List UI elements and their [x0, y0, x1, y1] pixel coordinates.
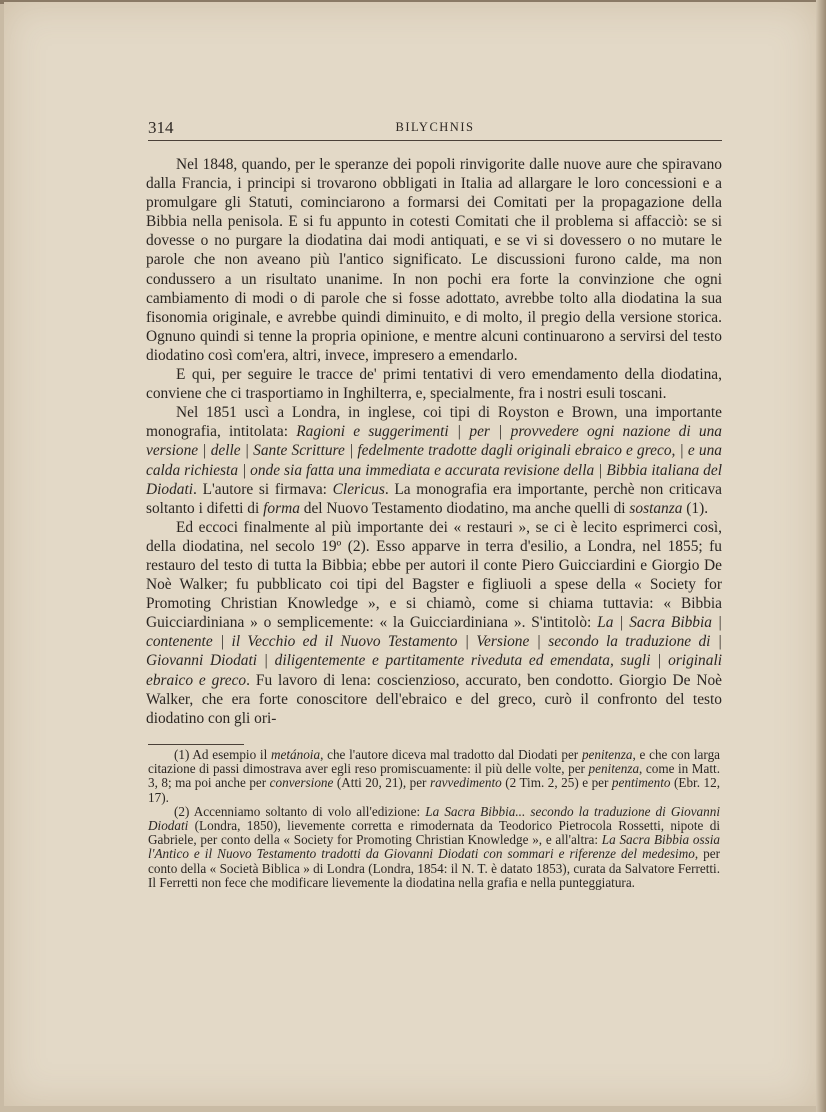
text-run: . Fu lavoro di lena: coscienzioso, accurato, ben condotto. Giorgio De Noè Walker, che era forte conoscitore dell'ebraico e del greco, curò il confronto del testo diodatino con gli ori- — [146, 671, 722, 727]
running-title: BILYCHNIS — [395, 120, 475, 134]
text-run: (Atti 20, 21), per — [333, 775, 430, 791]
paragraph — [146, 518, 722, 728]
text-run: (1). — [682, 499, 709, 517]
text-run: , che l'autore diceva mal tradotto dal Diodati per — [320, 747, 582, 762]
italic-text: penitenza — [581, 747, 633, 762]
footnote — [148, 805, 720, 890]
italic-text: ravvedimento — [429, 775, 502, 791]
footnote — [148, 748, 720, 805]
italic-text: Ragioni e suggerimenti | per | provvedere ogni nazione di una versione | delle | Sante Scritture | fedelmente tradotte dagli originali ebraico e greco, | e una calda richiesta | onde sia fatta una immediata e accurata revisione della | Bibbia italiana del Diodati — [146, 423, 722, 498]
text-run: (2 Tim. 2, 25) e per — [501, 775, 612, 791]
page-right-edge — [816, 0, 826, 1112]
italic-text: metánoia — [270, 747, 321, 762]
text-run: E qui, per seguire le tracce de' primi tentativi di vero emendamento della diodatina, conviene che ci trasportiamo in Inghilterra, e, specialmente, fra i nostri esuli toscani. — [146, 366, 722, 403]
text-run: (Ebr. 12, 17). — [148, 775, 720, 805]
paragraph — [146, 155, 722, 365]
text-run: , come in Matt. 3, 8; ma poi anche per — [148, 761, 721, 791]
text-run: Nel 1851 uscì a Londra, in inglese, coi tipi di Royston e Brown, una importante monografia, intitolata: — [146, 404, 722, 441]
text-run: Nel 1848, quando, per le speranze dei popoli rinvigorite dalle nuove aure che spiravano dalla Francia, i principi si trovarono obbligati in Italia ad allargare le loro concessioni e a promulgare gli Statuti, cominciarono a formarsi dei Comitati per la propagazione della Bibbia nella penisola. E si fu appunto in cotesti Comitati che il problema si affacciò: se si dovesse o no purgare la diodatina dai modi antiquati, e se vi si dovessero o no mutare le parole che non aveano più l'antico significato. Le discussioni furono calde, ma non condussero a un risultato unanime. In non pochi era forte la convinzione che ogni cambiamento di modi o di parole che si fosse adottato, avrebbe tolto alla diodatina la sua fisonomia originale, e avrebbe quindi diminuito, e di molto, il pregio della versione storica. Ognuno quindi si tenne la propria opinione, e mentre alcuni continuarono a servirsi del testo diodatino così com'era, altri, invece, impresero a emendarlo. — [146, 156, 722, 364]
text-run: , per conto della « Società Biblica » di Londra (Londra, 1854: il N. T. è datato 1853), curata da Salvatore Ferretti. Il Ferretti non fece che modificare lievemente la diodatina nella grafia e nella punteggiatura. — [148, 846, 721, 890]
text-run: . L'autore si firmava: — [193, 480, 333, 498]
italic-text: pentimento — [611, 775, 671, 791]
paragraph — [146, 365, 722, 403]
text-run: del Nuovo Testamento diodatino, ma anche quelli di — [299, 499, 630, 517]
paragraph — [146, 403, 722, 518]
text-run: (2) Accenniamo soltanto di volo all'edizione: — [174, 803, 426, 819]
italic-text: La Sacra Bibbia ossia l'Antico e il Nuovo Testamento tradotti da Giovanni Diodati con sommari e riferenze del medesimo — [148, 832, 720, 862]
text-run: Ed eccoci finalmente al più importante dei « restauri », se ci è lecito esprimerci così, della diodatina, nel secolo 19º (2). Esso apparve in terra d'esilio, a Londra, nel 1855; fu restauro del testo di tutta la Bibbia; ebbe per autori il conte Piero Guicciardini e Giorgio De Noè Walker; fu pubblicato coi tipi del Bagster e figliuoli a spese della « Society for Promoting Christian Knowledge », e si chiamò, come si chiama tuttavia: « Bibbia Guicciardiniana » o semplicemente: « la Guicciardiniana ». S'intitolò: — [146, 518, 722, 632]
text-run: (Londra, 1850), lievemente corretta e rimodernata da Teodorico Pietrocola Rossetti, nipote di Gabriele, per conto della « Society for Promoting Christian Knowledge », e all'altra: — [148, 818, 720, 848]
text-run: . La monografia era importante, perchè non criticava soltanto i difetti di — [146, 480, 722, 517]
italic-text: sostanza — [629, 499, 683, 517]
text-run: (1) Ad esempio il — [174, 747, 271, 762]
page-number: 314 — [148, 118, 174, 137]
italic-text: conversione — [269, 775, 334, 791]
italic-text: La | Sacra Bibbia | contenente | il Vecchio ed il Nuovo Testamento | Versione | secondo la traduzione di | Giovanni Diodati | diligentemente e partitamente riveduta ed emendata, sugli | originali ebraico e greco — [146, 614, 722, 689]
text-run: , e che con larga citazione di passi dimostrava aver egli reso promiscuamente: il più delle volte, per — [148, 747, 721, 777]
italic-text: penitenza — [588, 761, 640, 777]
footnotes — [148, 748, 720, 890]
main-text — [146, 155, 722, 728]
page-header — [148, 118, 722, 141]
italic-text: Clericus — [332, 480, 385, 498]
footnote-separator — [148, 744, 244, 745]
italic-text: forma — [263, 499, 300, 517]
italic-text: La Sacra Bibbia... secondo la traduzione di Giovanni Diodati — [148, 803, 720, 834]
